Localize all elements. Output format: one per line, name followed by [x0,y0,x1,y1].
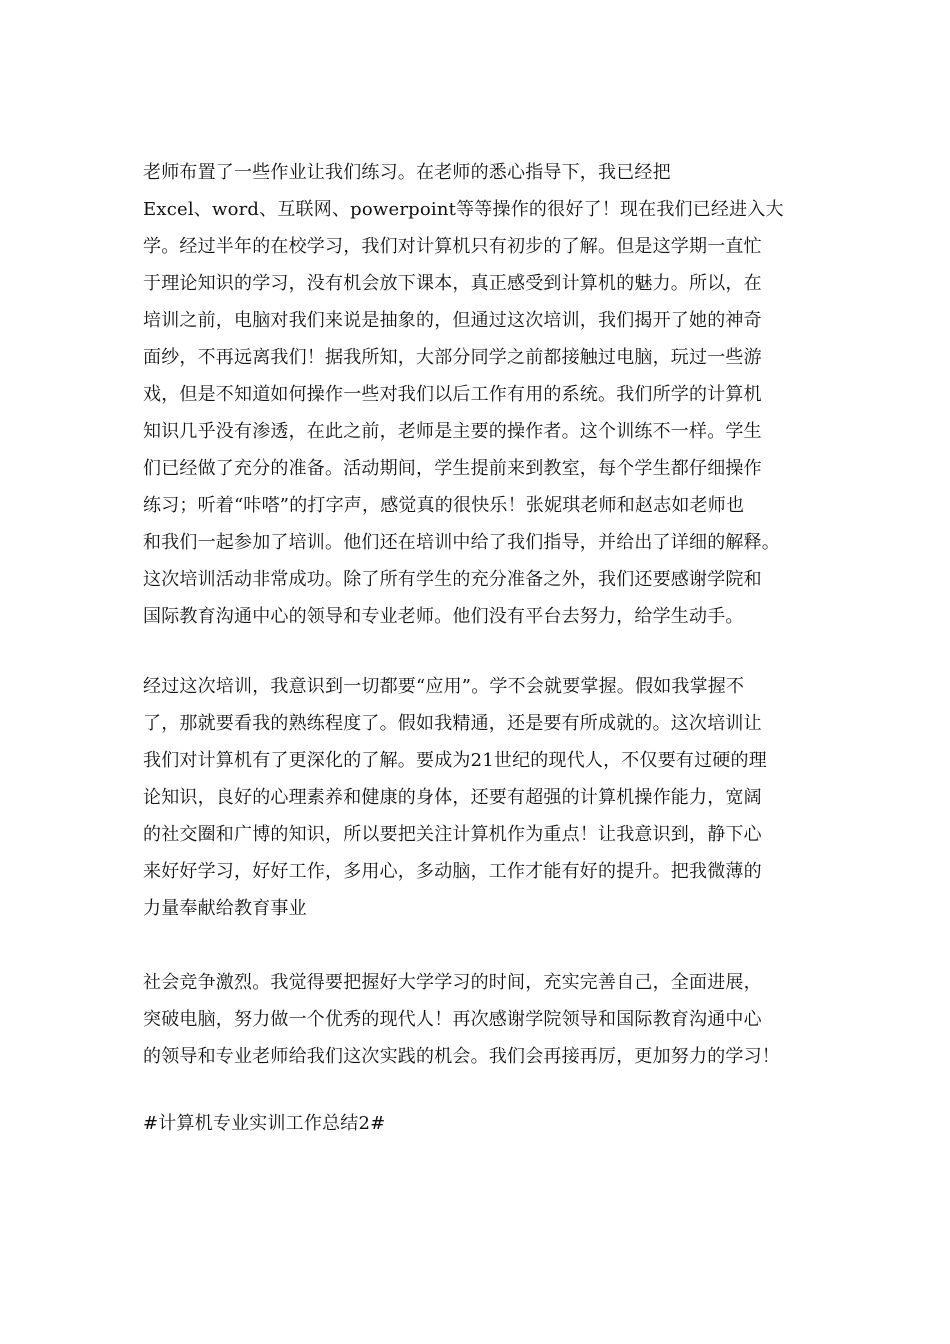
text-line: 于理论知识的学习，没有机会放下课本，真正感受到计算机的魅力。所以，在 [143,273,762,294]
section-heading [143,1105,823,1142]
text-line: 和我们一起参加了培训。他们还在培训中给了我们指导，并给出了详细的解释。 [143,532,780,553]
text-line: 国际教育沟通中心的领导和专业老师。他们没有平台去努力，给学生动手。 [143,606,744,627]
text-line: 了，那就要看我的熟练程度了。假如我精通，还是要有所成就的。这次培训让 [143,713,762,734]
text-line: 面纱，不再远离我们！据我所知，大部分同学之前都接触过电脑，玩过一些游 [143,347,762,368]
text-line: 经过这次培训，我意识到一切都要“应用”。学不会就要掌握。假如我掌握不 [143,676,745,697]
text-line: 们已经做了充分的准备。活动期间，学生提前来到教室，每个学生都仔细操作 [143,458,762,479]
text-line: 论知识，良好的心理素养和健康的身体，还要有超强的计算机操作能力，宽阔 [143,787,762,808]
text-line: 力量奉献给教育事业 [143,898,307,919]
text-line: 的领导和专业老师给我们这次实践的机会。我们会再接再厉，更加努力的学习！ [143,1046,780,1067]
text-line: 学。经过半年的在校学习，我们对计算机只有初步的了解。但是这学期一直忙 [143,236,762,257]
text-line: 练习；听着“咔嗒”的打字声，感觉真的很快乐！张妮琪老师和赵志如老师也 [143,495,745,516]
text-line: Excel、word、互联网、powerpoint等等操作的很好了！现在我们已经进入大 [143,199,784,220]
text-line: 知识几乎没有渗透，在此之前，老师是主要的操作者。这个训练不一样。学生 [143,421,762,442]
text-line: 这次培训活动非常成功。除了所有学生的充分准备之外，我们还要感谢学院和 [143,569,762,590]
section-heading-text: #计算机专业实训工作总结2# [143,1113,386,1134]
text-line: 戏，但是不知道如何操作一些对我们以后工作有用的系统。我们所学的计算机 [143,384,762,405]
paragraph-conclusion [143,964,823,1075]
text-line: 突破电脑，努力做一个优秀的现代人！再次感谢学院领导和国际教育沟通中心 [143,1009,762,1030]
text-line: 我们对计算机有了更深化的了解。要成为21世纪的现代人，不仅要有过硬的理 [143,750,767,771]
paragraph-reflection [143,668,823,927]
text-line: 来好好学习，好好工作，多用心，多动脑，工作才能有好的提升。把我微薄的 [143,861,762,882]
text-line: 社会竞争激烈。我觉得要把握好大学学习的时间，充实完善自己，全面进展， [143,972,762,993]
text-line: 培训之前，电脑对我们来说是抽象的，但通过这次培训，我们揭开了她的神奇 [143,310,762,331]
text-line: 的社交圈和广博的知识，所以要把关注计算机作为重点！让我意识到，静下心 [143,824,762,845]
text-line: 老师布置了一些作业让我们练习。在老师的悉心指导下，我已经把 [143,162,671,183]
paragraph-training-experience [143,154,823,635]
